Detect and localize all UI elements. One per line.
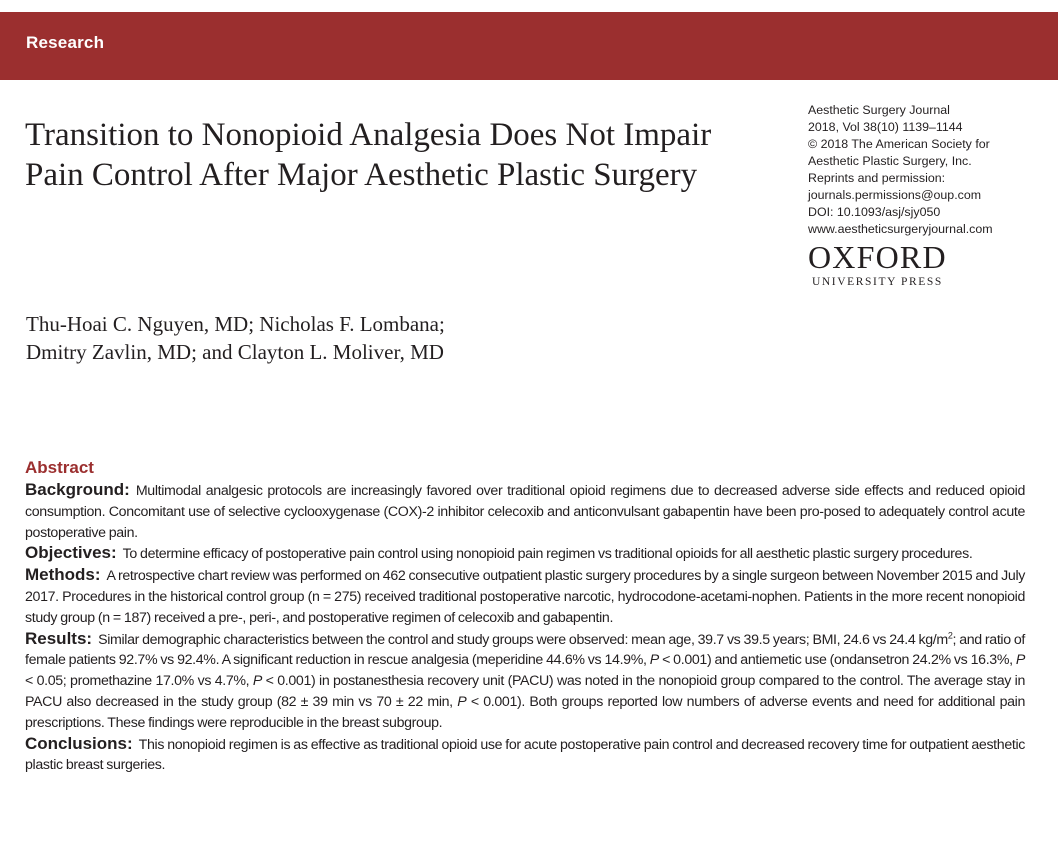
author-list: [26, 310, 726, 366]
section-banner: [0, 12, 1058, 80]
section-label: Research: [26, 33, 105, 52]
p-value-symbol: P: [1015, 652, 1025, 669]
results-superscript: 2: [947, 629, 953, 640]
methods-label: Methods:: [25, 565, 101, 585]
objectives-text: To determine efficacy of postoperative pain control using nonopioid pain regimen vs traditional opioids for all aesthetic plastic surgery procedures.: [122, 546, 973, 563]
results-text: < 0.001) and antiemetic use (ondansetron 24.2% vs 16.3%,: [658, 652, 1016, 669]
objectives-label: Objectives:: [25, 543, 117, 563]
p-value-symbol: P: [649, 652, 659, 669]
results-text: < 0.001) in postanesthesia recovery unit (PACU) was noted in the nonopioid group compared to the control. The average stay in PACU also decreased in the study group (82 ± 39 min vs 70 ± 22 min,: [25, 673, 1025, 710]
abstract-methods: [25, 565, 1025, 628]
abstract-conclusions: [25, 734, 1025, 777]
oxford-logo: [808, 240, 978, 288]
publisher-press: UNIVERSITY PRESS: [812, 276, 943, 288]
abstract-background: [25, 480, 1025, 543]
conclusions-label: Conclusions:: [25, 733, 133, 753]
reprints-label: Reprints and permission:: [808, 171, 946, 185]
results-text: < 0.05; promethazine 17.0% vs 4.7%,: [25, 673, 253, 690]
results-label: Results:: [25, 628, 93, 648]
permissions-email: journals.permissions@oup.com: [808, 188, 982, 202]
article-title: Transition to Nonopioid Analgesia Does Not Impair Pain Control After Major Aesthetic Plastic Surgery: [25, 117, 712, 193]
authors-line-2: Dmitry Zavlin, MD; and Clayton L. Moliver, MD: [26, 340, 444, 364]
results-text: Similar demographic characteristics between the control and study groups were observed: mean age, 39.7 vs 39.5 years; BMI, 24.6 vs 24.4 kg/m: [98, 631, 948, 648]
abstract-objectives: [25, 543, 1025, 565]
abstract-results: [25, 629, 1025, 734]
results-text: < 0.001). Both groups reported low numbers of adverse events and need for additional pain prescriptions. These findings were reproducible in the breast subgroup.: [25, 693, 1025, 731]
authors-line-1: Thu-Hoai C. Nguyen, MD; Nicholas F. Lombana;: [26, 312, 445, 336]
conclusions-text: This nonopioid regimen is as effective as traditional opioid use for acute postoperative pain control and decreased recovery time for outpatient aesthetic plastic breast surgeries.: [25, 736, 1025, 774]
background-label: Background:: [25, 480, 130, 499]
p-value-symbol: P: [457, 693, 467, 710]
abstract: [25, 457, 1025, 776]
p-value-symbol: P: [252, 673, 263, 690]
background-text: Multimodal analgesic protocols are increasingly favored over traditional opioid regimens due to decreased adverse side effects and reduced opioid consumption. Concomitant use of selective cyclooxygenase (COX)-2 inhibitor celecoxib and anticonvulsant gabapentin have been pro-posed to adequately control acute postoperative pain.: [25, 483, 1025, 541]
copyright-line-2: Aesthetic Plastic Surgery, Inc.: [808, 154, 972, 168]
journal-volume: 2018, Vol 38(10) 1139–1144: [808, 120, 963, 134]
copyright-line-1: © 2018 The American Society for: [808, 137, 990, 151]
publisher-name: OXFORD: [808, 239, 947, 275]
journal-info: [808, 102, 1053, 238]
journal-website: www.aestheticsurgeryjournal.com: [808, 222, 993, 236]
results-text: ; and ratio of female patients 92.7% vs 92.4%. A significant reduction in rescue analgesia (meperidine 44.6% vs 14.9%,: [25, 631, 1025, 669]
abstract-heading: Abstract: [25, 458, 94, 477]
doi: DOI: 10.1093/asj/sjy050: [808, 205, 941, 219]
methods-text: A retrospective chart review was performed on 462 consecutive outpatient plastic surgery procedures by a single surgeon between November 2015 and July 2017. Procedures in the historical control group (n = 275) received traditional postoperative narcotic, hydrocodone-acetami-nophen. Patients in the more recent nonopioid study group (n = 187) received a pre-, peri-, and postoperative regimen of celecoxib and gabapentin.: [25, 568, 1025, 626]
journal-name: Aesthetic Surgery Journal: [808, 103, 950, 117]
